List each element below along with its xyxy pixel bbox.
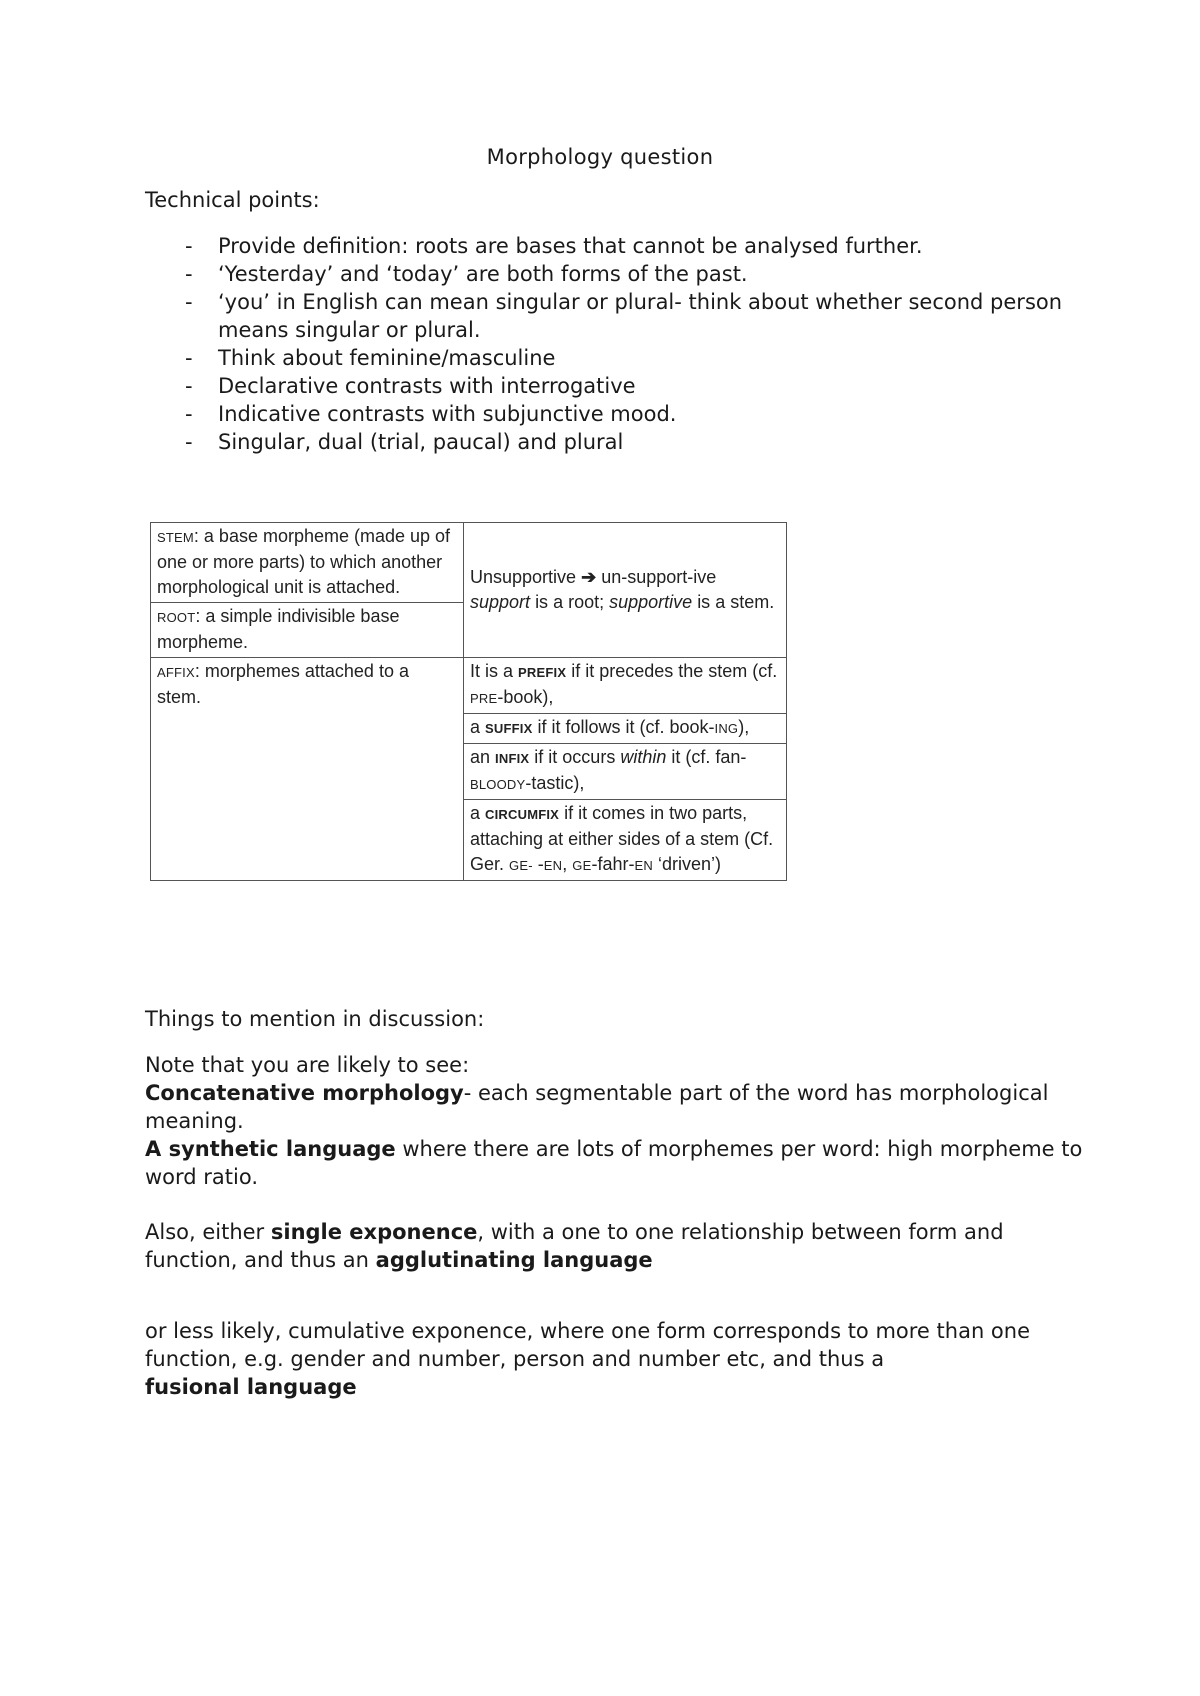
example-root-word: support: [470, 591, 531, 612]
exponence-paragraph: [145, 1218, 1085, 1274]
prefix-term: PREFIX: [518, 665, 567, 680]
example-is-stem: is a stem.: [697, 591, 775, 612]
list-item: - Indicative contrasts with subjunctive mood.: [145, 400, 1065, 428]
prefix-text: if it precedes the stem (cf.: [571, 661, 778, 681]
affix-term: AFFIX: [157, 665, 195, 680]
stem-definition-cell: [151, 523, 464, 603]
page-title: Morphology question: [486, 145, 714, 169]
technical-list: [145, 232, 1065, 456]
also-text-2: , with a one to one relationship between form and function, and thus an: [145, 1220, 1004, 1272]
root-definition-cell: [151, 603, 464, 658]
example-split: un-support-ive: [601, 566, 717, 587]
circumfix-example-sc: GE: [572, 858, 592, 873]
suffix-cell: [464, 714, 787, 744]
suffix-example: ),: [738, 717, 750, 737]
circumfix-pre: a: [470, 803, 481, 823]
concatenative-term: Concatenative morphology: [145, 1081, 464, 1105]
suffix-pre: a: [470, 717, 481, 737]
also-text: Also, either: [145, 1220, 271, 1244]
example-word: Unsupportive: [470, 566, 577, 587]
discussion-heading: Things to mention in discussion:: [145, 1007, 485, 1031]
list-item: - ‘you’ in English can mean singular or plural- think about whether second person means singular or plural.: [145, 288, 1065, 344]
circumfix-text: if it comes in two parts, attaching at either sides of a stem (Cf. Ger.: [470, 803, 774, 874]
infix-cell: [464, 744, 787, 800]
cumulative-text: or less likely, cumulative exponence, where one form corresponds to more than one function, e.g. gender and number, person and number etc, and thus a: [145, 1319, 1031, 1371]
synthetic-term: A synthetic language: [145, 1137, 396, 1161]
prefix-pre: It is a: [470, 661, 514, 681]
affix-definition: : morphemes attached to a stem.: [157, 661, 409, 707]
suffix-example-sc: ING: [714, 721, 739, 736]
prefix-example-sc: PRE: [470, 691, 498, 706]
infix-term: INFIX: [495, 751, 530, 766]
infix-example: -tastic),: [525, 773, 585, 793]
example-cell: [464, 523, 787, 658]
infix-pre: an: [470, 747, 491, 767]
infix-example-sc: BLOODY: [470, 777, 526, 792]
circumfix-gloss: ‘driven’): [657, 854, 721, 874]
technical-heading: Technical points:: [145, 188, 320, 212]
affix-definition-cell: [151, 658, 464, 881]
stem-definition: : a base morpheme (made up of one or more parts) to which another morphological unit is attached.: [157, 526, 451, 597]
example-derived-word: supportive: [609, 591, 693, 612]
infix-text: if it occurs: [534, 747, 616, 767]
cumulative-paragraph: [145, 1317, 1085, 1401]
list-item: - Declarative contrasts with interrogative: [145, 372, 1065, 400]
discussion-note: [145, 1051, 1085, 1191]
circumfix-cell: [464, 800, 787, 881]
list-item: - Think about feminine/masculine: [145, 344, 1065, 372]
list-item: - Provide definition: roots are bases that cannot be analysed further.: [145, 232, 1065, 260]
synthetic-text: where there are lots of morphemes per word: high morpheme to word ratio.: [145, 1137, 1083, 1189]
circumfix-dash: -: [537, 854, 544, 874]
arrow-right-icon: ➔: [581, 566, 597, 587]
root-definition: : a simple indivisible base morpheme.: [157, 606, 400, 652]
list-item: - ‘Yesterday’ and ‘today’ are both forms of the past.: [145, 260, 1065, 288]
infix-within: within: [620, 747, 667, 767]
prefix-example: -book),: [497, 687, 554, 707]
suffix-text: if it follows it (cf. book-: [537, 717, 715, 737]
circumfix-example-sc: GE-: [509, 858, 533, 873]
root-term: ROOT: [157, 610, 196, 625]
suffix-term: SUFFIX: [485, 721, 533, 736]
circumfix-example-sc: EN: [634, 858, 653, 873]
morpheme-table: [150, 522, 787, 881]
circumfix-example: -fahr-: [591, 854, 635, 874]
concatenative-text: - each segmentable part of the word has morphological meaning.: [145, 1081, 1049, 1133]
circumfix-term: CIRCUMFIX: [485, 807, 560, 822]
circumfix-example-sc: EN: [543, 858, 563, 873]
example-is-root: is a root;: [535, 591, 605, 612]
list-item: - Singular, dual (trial, paucal) and plural: [145, 428, 1065, 456]
circumfix-sep: ,: [562, 854, 568, 874]
fusional-term: fusional language: [145, 1375, 357, 1399]
stem-term: STEM: [157, 530, 194, 545]
prefix-cell: [464, 658, 787, 714]
agglutinating-term: agglutinating language: [375, 1248, 653, 1272]
infix-text2: it (cf. fan-: [671, 747, 747, 767]
note-text: Note that you are likely to see:: [145, 1053, 470, 1077]
single-exponence-term: single exponence: [270, 1220, 478, 1244]
